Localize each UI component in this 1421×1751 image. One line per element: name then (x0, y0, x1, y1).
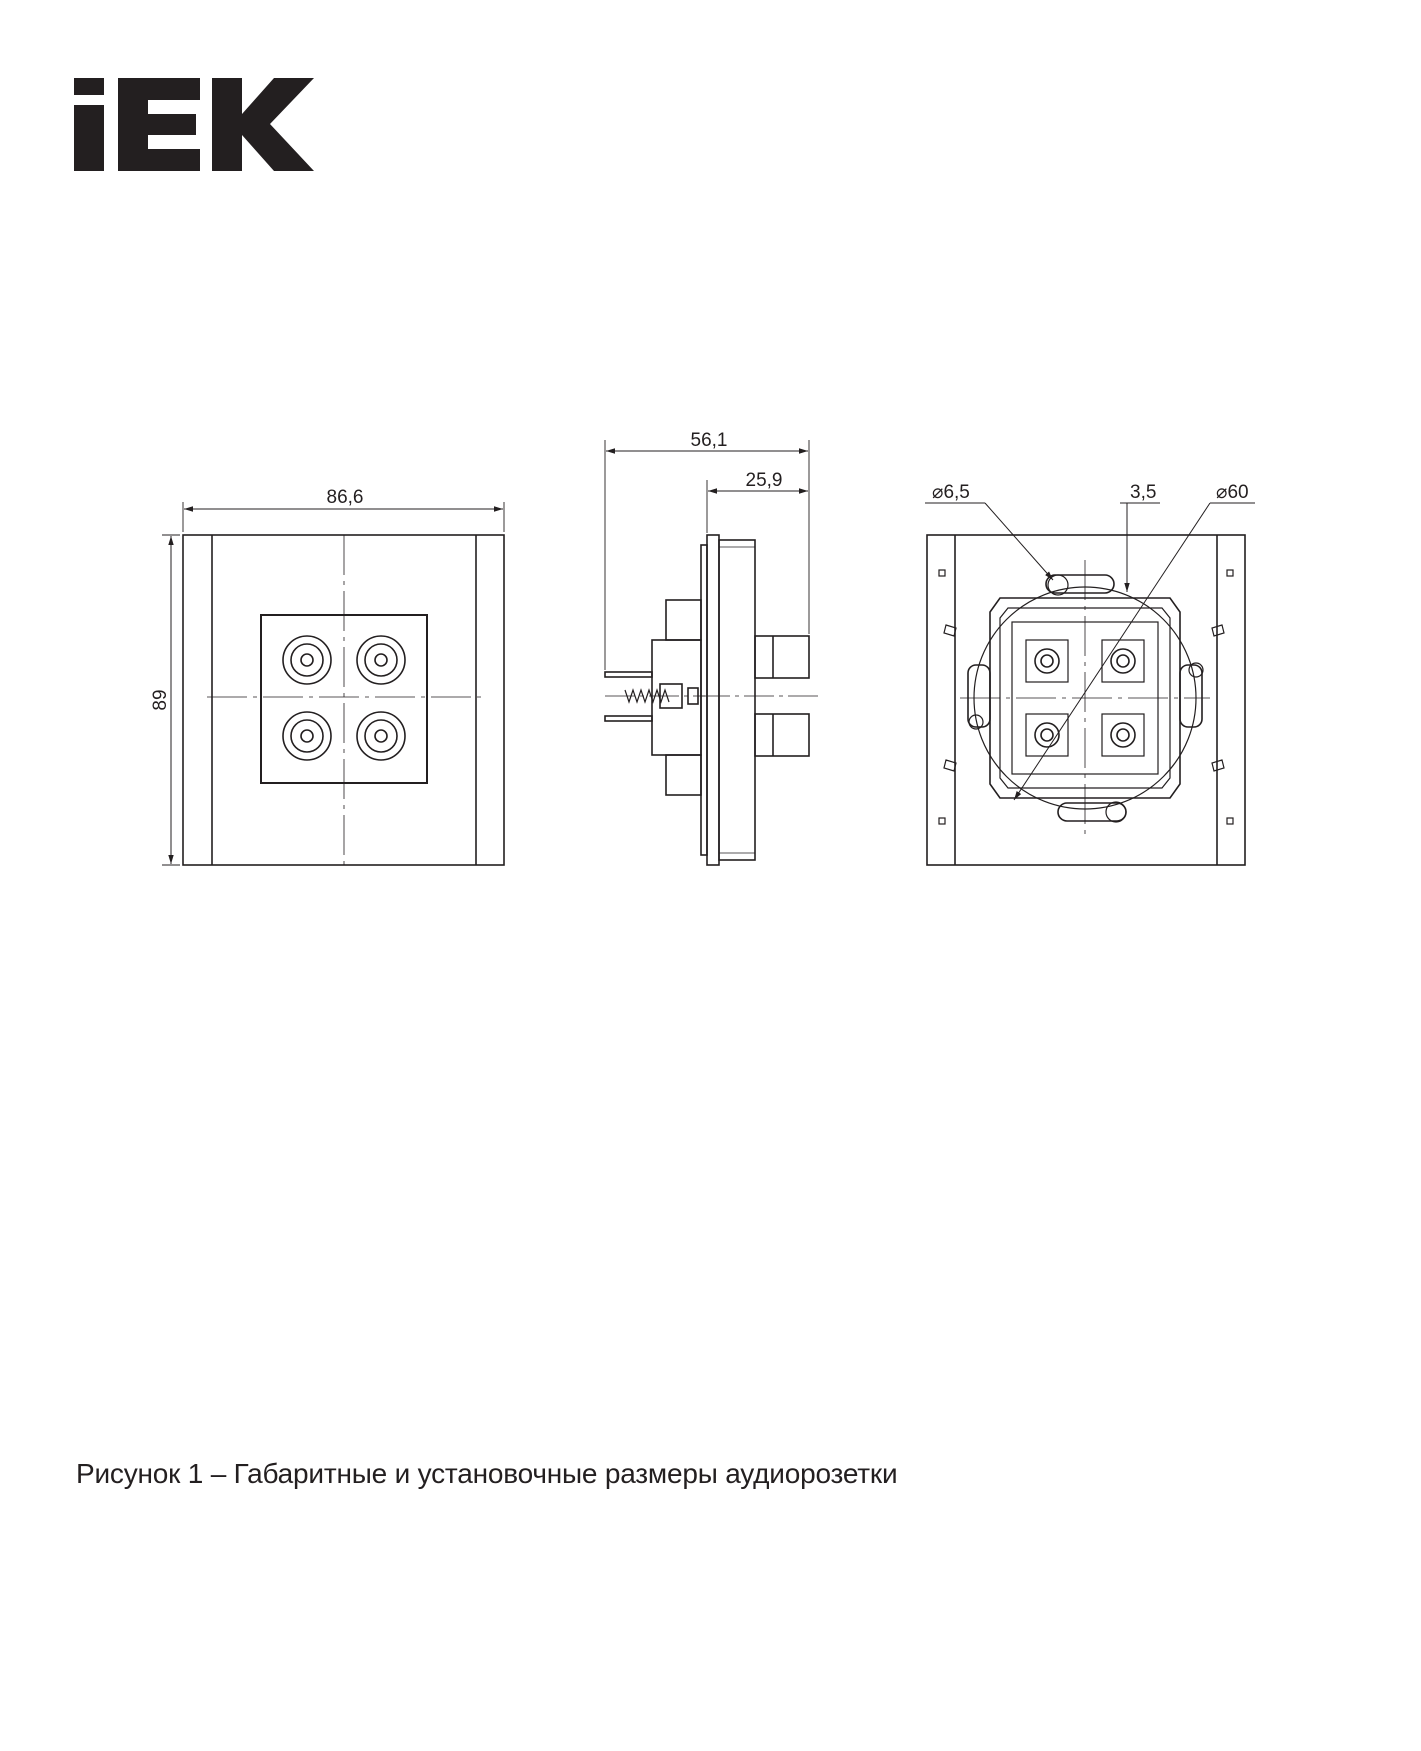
jack-bottom-right (357, 712, 405, 760)
terminal-bottom-right (1102, 714, 1144, 756)
side-view (605, 440, 820, 865)
back-view (925, 503, 1255, 865)
dim-back-box-diameter: ⌀60 (1216, 482, 1249, 503)
dim-side-depth-front: 25,9 (745, 470, 783, 491)
figure-caption: Рисунок 1 – Габаритные и установочные размеры аудиорозетки (76, 1458, 898, 1489)
dim-side-depth-total: 56,1 (690, 430, 728, 451)
dim-back-hole-diameter: ⌀6,5 (932, 482, 970, 503)
jack-top-right (357, 636, 405, 684)
jack-top-left (283, 636, 331, 684)
jack-bottom-left (283, 712, 331, 760)
terminal-top-right (1102, 640, 1144, 682)
front-view (162, 502, 504, 865)
terminal-top-left (1026, 640, 1068, 682)
dim-front-width: 86,6 (326, 487, 364, 508)
dim-back-offset: 3,5 (1130, 482, 1157, 503)
dim-front-height: 89 (150, 689, 171, 711)
